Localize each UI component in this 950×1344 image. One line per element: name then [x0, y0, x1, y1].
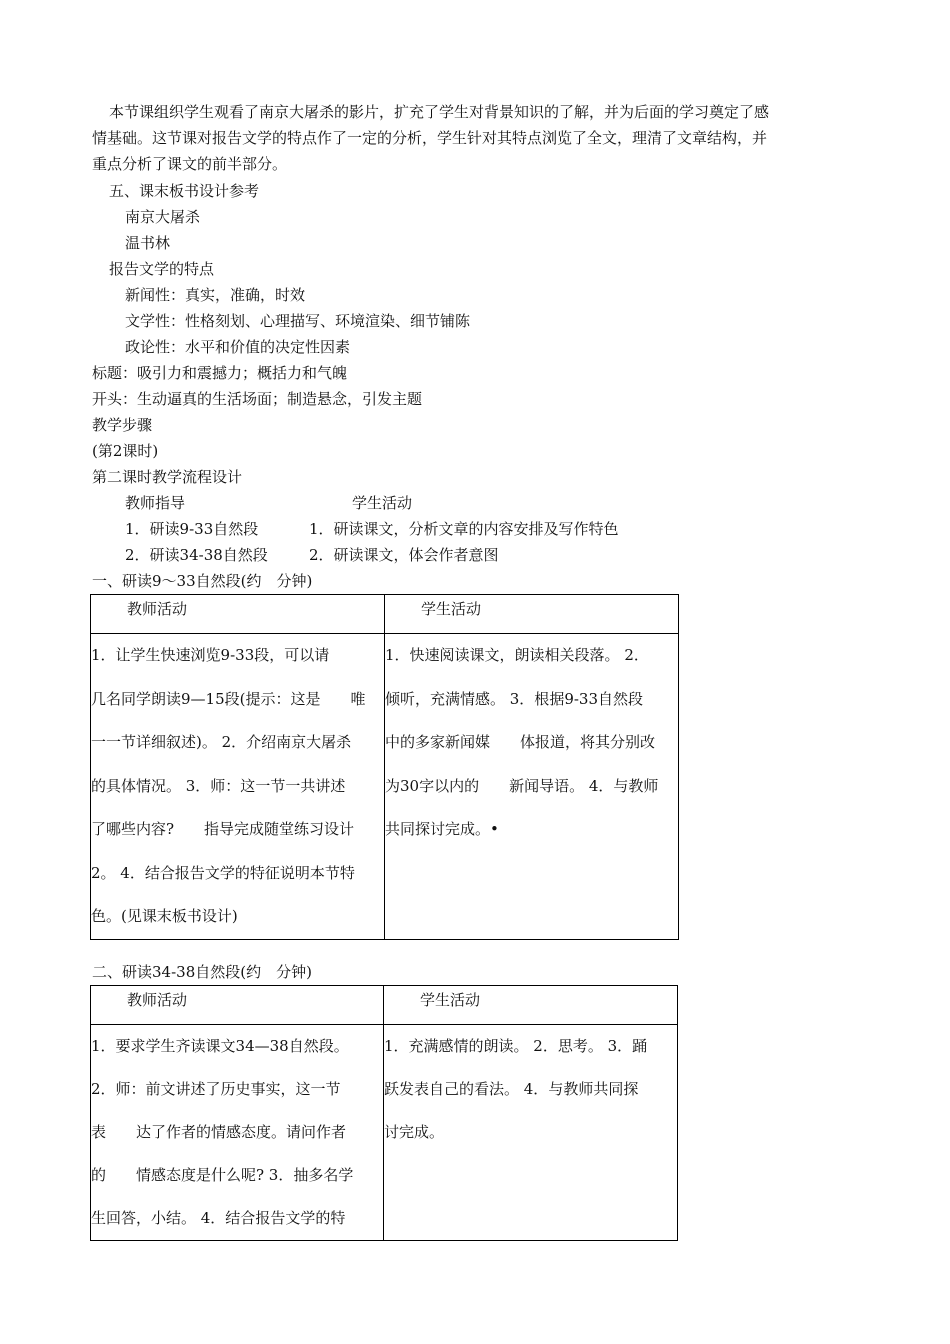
flow-teacher-item: 1．研读9-33自然段	[125, 520, 259, 538]
student-line: 为30字以内的 新闻导语。 4．与教师	[385, 776, 659, 795]
table-header-row	[91, 595, 679, 634]
header-teacher-cell	[91, 986, 384, 1025]
section1-title: 一、研读9～33自然段(约 分钟)	[92, 572, 313, 590]
teacher-line: 2。 4．结合报告文学的特征说明本节特	[91, 863, 355, 882]
title-note: 标题：吸引力和震撼力；概括力和气魄	[92, 364, 348, 382]
col-student-label: 学生活动	[352, 494, 413, 512]
student-line: 讨完成。	[384, 1123, 445, 1141]
flow-title: 第二课时教学流程设计	[92, 468, 243, 486]
board-title: 南京大屠杀	[125, 208, 201, 226]
student-line: 跃发表自己的看法。 4．与教师共同探	[384, 1080, 639, 1098]
table-row	[91, 1025, 678, 1241]
opening-note: 开头：生动逼真的生活场面；制造悬念，引发主题	[92, 390, 423, 408]
summary-line: 重点分析了课文的前半部分。	[92, 155, 288, 173]
header-teacher: 教师活动	[127, 600, 188, 618]
student-activity-cell	[384, 1025, 678, 1241]
flow-teacher-item: 2．研读34-38自然段	[125, 546, 268, 564]
teacher-line: 生回答，小结。 4．结合报告文学的特	[91, 1209, 346, 1227]
header-student: 学生活动	[421, 600, 482, 618]
teacher-line: 表 达了作者的情感态度。请问作者	[91, 1123, 347, 1141]
header-teacher-cell	[91, 595, 385, 634]
teacher-line: 几名同学朗读9—15段(提示：这是 唯	[91, 689, 366, 708]
feature-item: 文学性：性格刻划、心理描写、环境渲染、细节铺陈	[125, 312, 471, 330]
flow-student-item: 1．研读课文，分析文章的内容安排及写作特色	[309, 520, 619, 538]
flow-student-item: 2．研读课文，体会作者意图	[309, 546, 499, 564]
table-header-row	[91, 986, 678, 1025]
teacher-line: 一一节详细叙述)。 2．介绍南京大屠杀	[91, 733, 352, 751]
teacher-line: 色。(见课末板书设计)	[91, 907, 238, 925]
teacher-line: 1．让学生快速浏览9-33段，可以请	[91, 646, 330, 664]
section2-title: 二、研读34-38自然段(约 分钟)	[92, 963, 312, 981]
teacher-line: 的 情感态度是什么呢? 3．抽多名学	[91, 1166, 354, 1184]
teacher-activity-cell	[91, 634, 385, 940]
student-line: 中的多家新闻媒 体报道，将其分别改	[385, 733, 656, 751]
features-heading: 报告文学的特点	[109, 260, 215, 278]
header-student-cell	[385, 595, 679, 634]
student-line: 共同探讨完成。•	[385, 820, 499, 838]
teacher-line: 2．师：前文讲述了历史事实，这一节	[91, 1080, 341, 1098]
student-line: 倾听，充满情感。 3．根据9-33自然段	[385, 689, 644, 708]
section2-table	[90, 985, 678, 1241]
teacher-activity-cell	[91, 1025, 384, 1241]
student-line: 1．快速阅读课文，朗读相关段落。 2．	[385, 646, 649, 664]
header-teacher: 教师活动	[127, 991, 188, 1009]
student-line: 1．充满感情的朗读。 2．思考。 3．踊	[384, 1037, 648, 1055]
summary-paragraph	[92, 99, 867, 177]
board-heading: 五、课末板书设计参考	[109, 182, 260, 200]
teacher-line: 1．要求学生齐读课文34—38自然段。	[91, 1037, 349, 1055]
period-label: (第2课时)	[92, 442, 159, 460]
feature-item: 政论性：水平和价值的决定性因素	[125, 338, 351, 356]
col-teacher-label: 教师指导	[125, 494, 186, 512]
summary-line: 本节课组织学生观看了南京大屠杀的影片，扩充了学生对背景知识的了解，并为后面的学习奠定了感	[109, 103, 770, 121]
header-student: 学生活动	[420, 991, 481, 1009]
table-row	[91, 634, 679, 940]
feature-item: 新闻性：真实，准确，时效	[125, 286, 306, 304]
header-student-cell	[384, 986, 678, 1025]
teacher-line: 了哪些内容? 指导完成随堂练习设计	[91, 820, 355, 838]
student-activity-cell	[385, 634, 679, 940]
steps-heading: 教学步骤	[92, 416, 153, 434]
teacher-line: 的具体情况。 3．师：这一节一共讲述	[91, 776, 346, 795]
board-author: 温书林	[125, 234, 171, 252]
summary-line: 情基础。这节课对报告文学的特点作了一定的分析，学生针对其特点浏览了全文，理清了文章结构，并	[92, 129, 768, 147]
section1-table	[90, 594, 679, 940]
